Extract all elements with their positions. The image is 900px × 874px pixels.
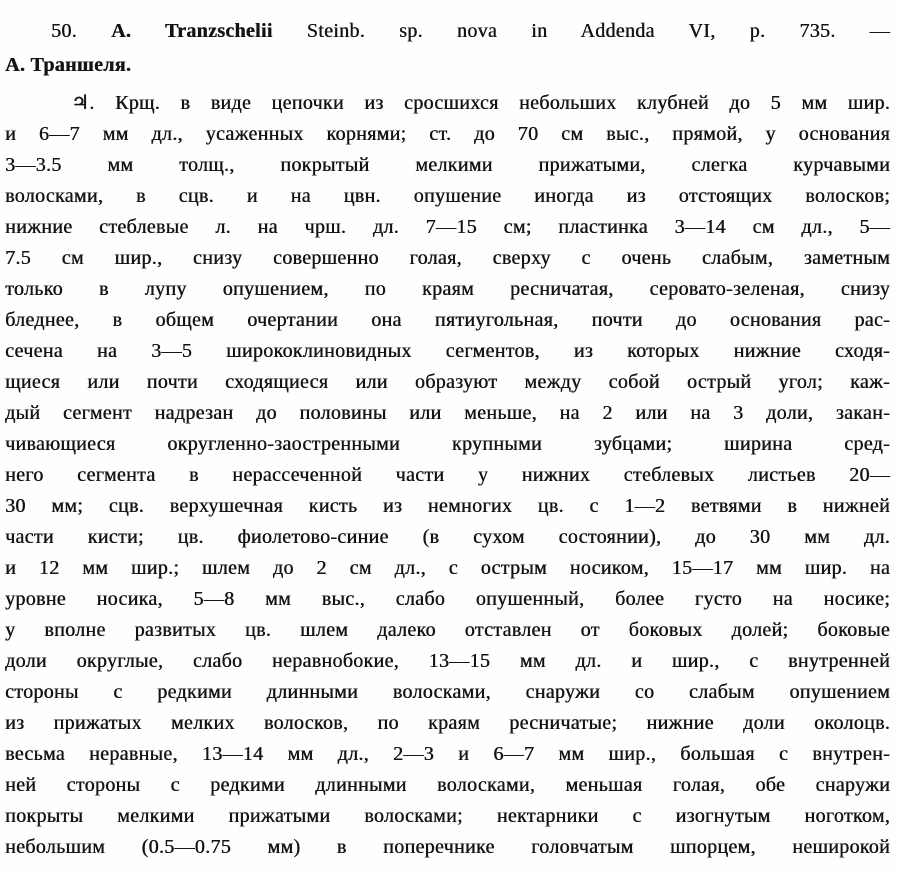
text-line: стороны с редкими длинными волосками, снаружи со слабым опушением	[5, 681, 890, 703]
species-heading	[5, 14, 890, 48]
text-line: только в лупу опушением, по краям ресничатая, серовато-зеленая, снизу	[5, 278, 890, 300]
text-line: щиеся или почти сходящиеся или образуют между собой острый угол; каж-	[5, 371, 890, 393]
text-line: нижние стеблевые л. на чрш. дл. 7—15 см; пластинка 3—14 см дл., 5—	[5, 216, 890, 238]
text-line: него сегмента в нерассеченной части у нижних стеблевых листьев 20—	[5, 464, 890, 486]
text-line: чивающиеся округленно-заостренными крупными зубцами; ширина сред-	[5, 433, 890, 455]
text-line: 30 мм; сцв. верхушечная кисть из немногих цв. с 1—2 ветвями в нижней	[5, 495, 890, 517]
text-line: сечена на 3—5 ширококлиновидных сегментов, из которых нижние сходя-	[5, 340, 890, 362]
species-citation: Steinb. sp. nova in Addenda VI, p. 735. —	[306, 20, 890, 42]
text-line: ♃. Крщ. в виде цепочки из сросшихся небольших клубней до 5 мм шир.	[71, 92, 890, 114]
species-description-paragraph	[5, 88, 890, 863]
text-line: покрыты мелкими прижатыми волосками; нектарники с изогнутым ноготком,	[5, 805, 890, 827]
vernacular-name-label: А. Траншеля.	[5, 54, 132, 76]
species-number: 50.	[51, 20, 77, 42]
species-vernacular-name	[5, 48, 890, 82]
text-line: и 12 мм шир.; шлем до 2 см дл., с острым носиком, 15—17 мм шир. на	[5, 557, 890, 579]
text-line: небольшим (0.5—0.75 мм) в поперечнике головчатым шпорцем, неширокой	[5, 836, 890, 858]
text-line: весьма неравные, 13—14 мм дл., 2—3 и 6—7 мм шир., большая с внутрен-	[5, 743, 890, 765]
text-line: из прижатых мелких волосков, по краям ресничатые; нижние доли околоцв.	[5, 712, 890, 734]
text-line: бледнее, в общем очертании она пятиугольная, почти до основания рас-	[5, 309, 890, 331]
species-latin-name: A. Tranzschelii	[111, 20, 273, 42]
text-line: доли округлые, слабо неравнобокие, 13—15 мм дл. и шир., с внутренней	[5, 650, 890, 672]
text-line: части кисти; цв. фиолетово-синие (в сухом состоянии), до 30 мм дл.	[5, 526, 890, 548]
text-line: ней стороны с редкими длинными волосками, меньшая голая, обе снаружи	[5, 774, 890, 796]
text-line: у вполне развитых цв. шлем далеко отставлен от боковых долей; боковые	[5, 619, 890, 641]
text-line: волосками, в сцв. и на цвн. опушение иногда из отстоящих волосков;	[5, 185, 890, 207]
text-line: уровне носика, 5—8 мм выс., слабо опушенный, более густо на носике;	[5, 588, 890, 610]
text-line: дый сегмент надрезан до половины или меньше, на 2 или на 3 доли, закан-	[5, 402, 890, 424]
text-line: 7.5 см шир., снизу совершенно голая, сверху с очень слабым, заметным	[5, 247, 890, 269]
text-line: 3—3.5 мм толщ., покрытый мелкими прижатыми, слегка курчавыми	[5, 154, 890, 176]
text-line: и 6—7 мм дл., усаженных корнями; ст. до 70 см выс., прямой, у основания	[5, 123, 890, 145]
